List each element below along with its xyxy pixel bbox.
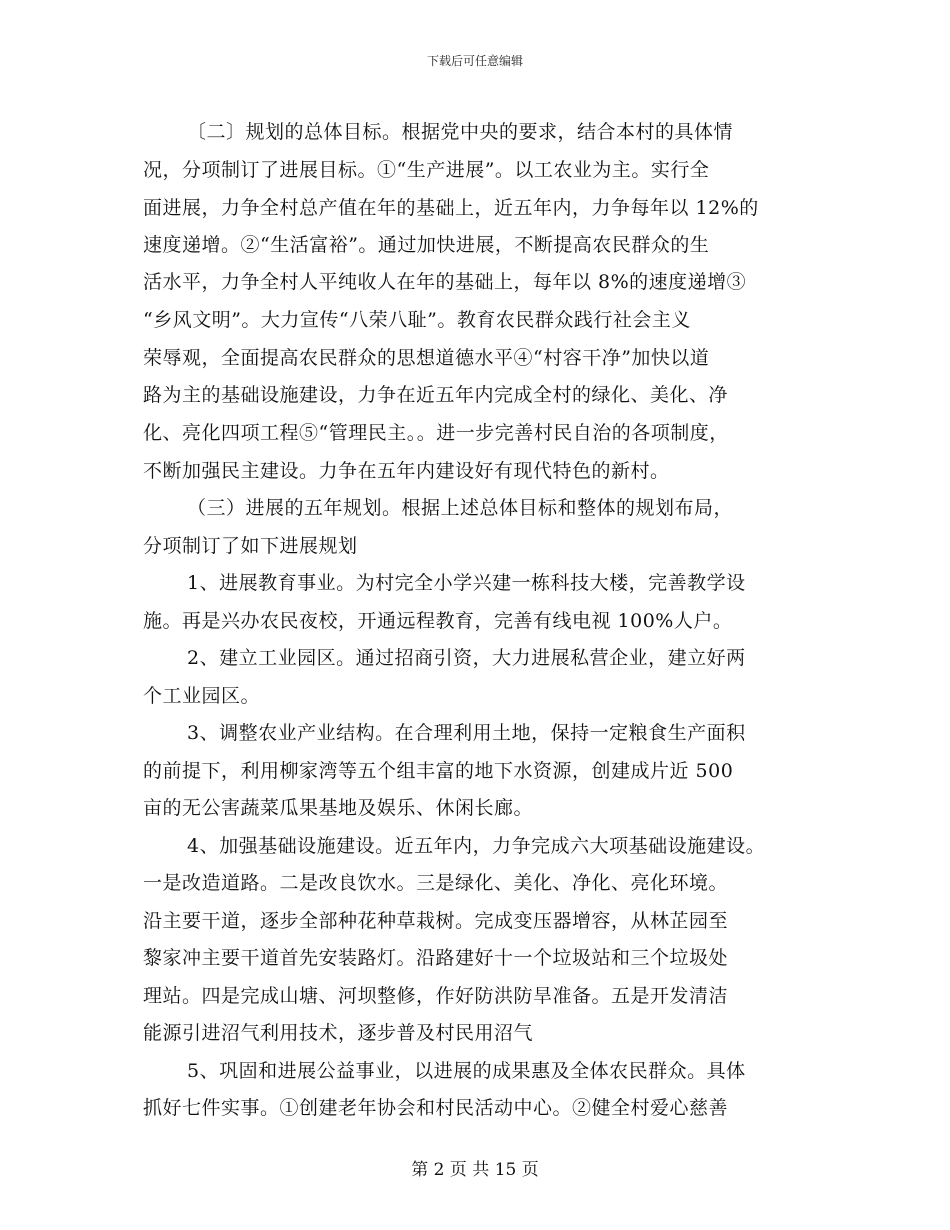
text-line: “乡风文明”。大力宣传“八荣八耻”。教育农民群众践行社会主义 bbox=[143, 309, 691, 331]
text-line: 的前提下，利用柳家湾等五个组丰富的地下水资源，创建成片近 500 bbox=[143, 760, 734, 782]
text-line: 5、巩固和进展公益事业，以进展的成果惠及全体农民群众。具体 bbox=[187, 1060, 746, 1082]
text-line: 活水平，力争全村人平纯收人在年的基础上，每年以 8%的速度递增③ bbox=[143, 271, 747, 293]
text-line: 况，分项制订了进展目标。①“生产进展”。以工农业为主。实行全 bbox=[143, 159, 710, 181]
text-line: 亩的无公害蔬菜瓜果基地及娱乐、休闲长廊。 bbox=[143, 797, 534, 819]
text-line: 3、调整农业产业结构。在合理利用土地，保持一定粮食生产面积 bbox=[187, 722, 746, 744]
text-line: 面进展，力争全村总产值在年的基础上，近五年内，力争每年以 12%的 bbox=[143, 197, 759, 219]
text-line: 能源引进沼气利用技术，逐步普及村民用沼气 bbox=[143, 1022, 534, 1044]
text-line: 4、加强基础设施建设。近五年内，力争完成六大项基础设施建设。 bbox=[187, 835, 766, 857]
text-line: 不断加强民主建设。力争在五年内建设好有现代特色的新村。 bbox=[143, 460, 670, 482]
text-line: 荣辱观，全面提高农民群众的思想道德水平④“村容干净”加快以道 bbox=[143, 347, 710, 369]
text-line: 一是改造道路。二是改良饮水。三是绿化、美化、净化、亮化环境。 bbox=[143, 872, 729, 894]
text-line: 1、进展教育事业。为村完全小学兴建一栋科技大楼，完善教学设 bbox=[187, 572, 746, 594]
text-line: 沿主要干道，逐步全部种花种草栽树。完成变压器增容，从林芷园至 bbox=[143, 910, 729, 932]
text-line: 施。再是兴办农民夜校，开通远程教育，完善有线电视 100%人户。 bbox=[143, 610, 733, 632]
text-line: 〔二〕规划的总体目标。根据党中央的要求，结合本村的具体情 bbox=[187, 121, 734, 143]
page-header-note: 下载后可任意编辑 bbox=[426, 54, 523, 68]
text-line: 理站。四是完成山塘、河坝整修，作好防洪防旱准备。五是开发清洁 bbox=[143, 985, 729, 1007]
text-line: 路为主的基础设施建设，力争在近五年内完成全村的绿化、美化、净 bbox=[143, 384, 729, 406]
page-number: 第 2 页 共 15 页 bbox=[411, 1160, 539, 1180]
text-line: （三）进展的五年规划。根据上述总体目标和整体的规划布局， bbox=[187, 497, 734, 519]
text-line: 黎家冲主要干道首先安装路灯。沿路建好十一个垃圾站和三个垃圾处 bbox=[143, 947, 729, 969]
text-line: 抓好七件实事。①创建老年协会和村民活动中心。②健全村爱心慈善 bbox=[143, 1097, 729, 1119]
text-line: 个工业园区。 bbox=[143, 685, 261, 707]
text-line: 速度递增。②“生活富裕”。通过加快进展，不断提高农民群众的生 bbox=[143, 234, 710, 256]
text-line: 2、建立工业园区。通过招商引资，大力进展私营企业，建立好两 bbox=[187, 647, 746, 669]
text-line: 化、亮化四项工程⑤“管理民主。。进一步完善村民自治的各项制度， bbox=[143, 422, 729, 444]
text-line: 分项制订了如下进展规划 bbox=[143, 535, 358, 557]
